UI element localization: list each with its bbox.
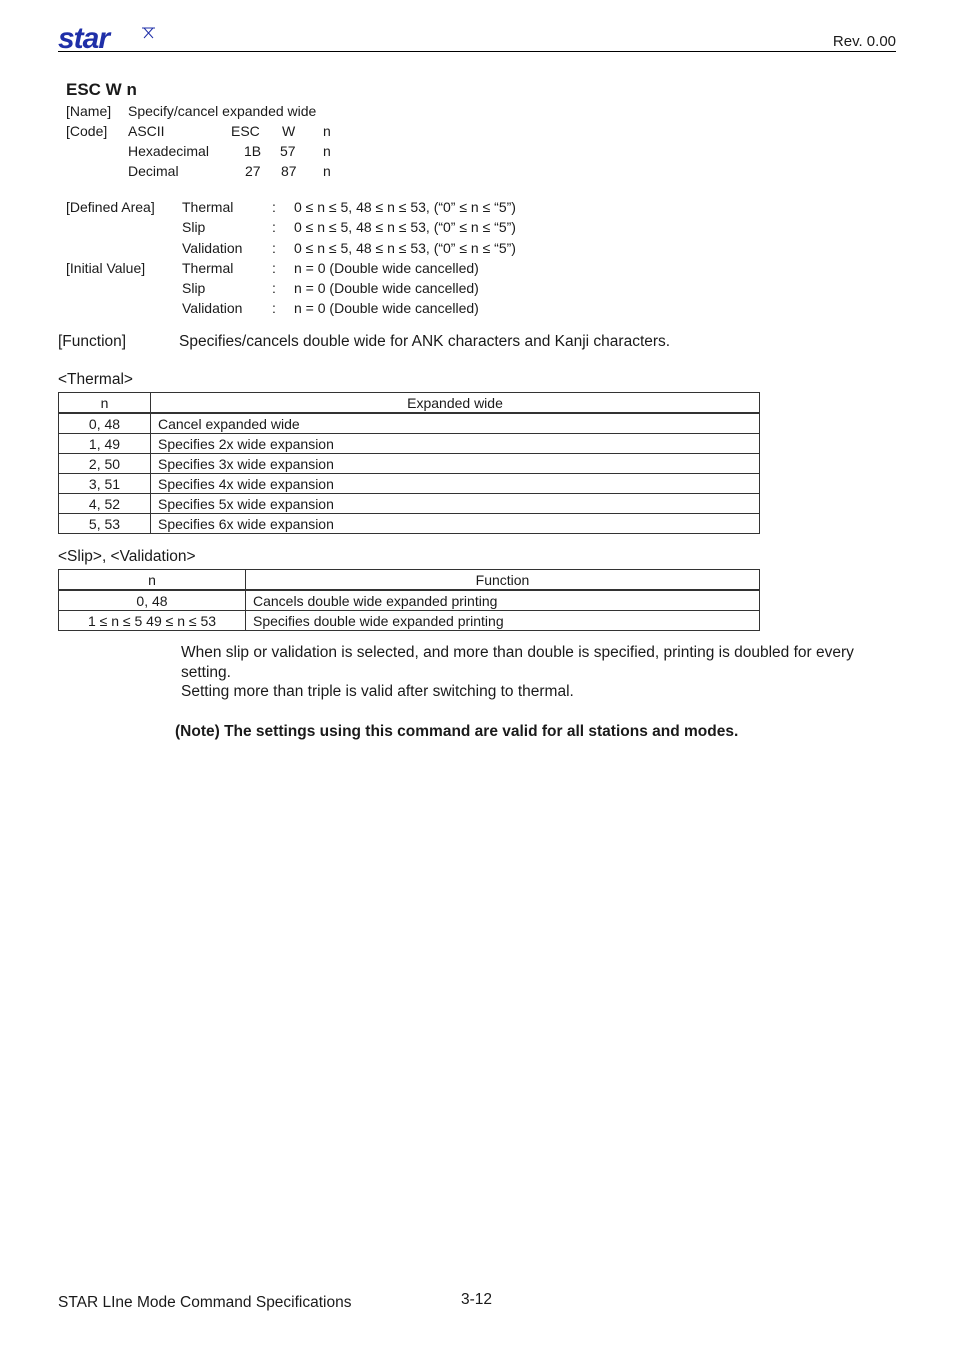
table-cell-n: 4, 52 (59, 494, 151, 514)
table-row (59, 434, 760, 454)
code-byte: ESC (231, 123, 260, 139)
station-name: Validation (182, 300, 243, 316)
table-row (59, 494, 760, 514)
column-header: Expanded wide (151, 393, 760, 414)
table-cell-desc: Specifies double wide expanded printing (246, 611, 760, 631)
star-logo (58, 24, 158, 52)
range-value: 0 ≤ n ≤ 5, 48 ≤ n ≤ 53, (“0” ≤ n ≤ “5”) (294, 240, 516, 256)
code-byte: n (323, 143, 331, 159)
station-name: Thermal (182, 199, 234, 215)
separator: : (272, 280, 276, 296)
initial-value-label: [Initial Value] (66, 260, 146, 276)
name-label: [Name] (66, 103, 112, 119)
code-byte: 1B (244, 143, 262, 159)
table-row (59, 474, 760, 494)
page-number: 3-12 (461, 1291, 493, 1308)
table-cell-desc: Specifies 3x wide expansion (151, 454, 760, 474)
table-header-row (59, 570, 760, 591)
code-label: [Code] (66, 123, 108, 139)
table-cell-desc: Specifies 2x wide expansion (151, 434, 760, 454)
slip-caption: <Slip>, <Validation> (58, 548, 196, 565)
table-cell-n: 0, 48 (59, 590, 246, 611)
code-byte: 57 (280, 143, 296, 159)
table-cell-desc: Cancel expanded wide (151, 413, 760, 434)
code-byte: 27 (245, 163, 261, 179)
notes-paragraph (181, 643, 881, 702)
separator: : (272, 260, 276, 276)
table-cell-n: 1 ≤ n ≤ 5 49 ≤ n ≤ 53 (59, 611, 246, 631)
column-header: n (59, 393, 151, 414)
defined-area-label: [Defined Area] (66, 199, 155, 215)
table-cell-desc: Specifies 6x wide expansion (151, 514, 760, 534)
initial-value: n = 0 (Double wide cancelled) (294, 280, 479, 296)
note-text: When slip or validation is selected, and more than double is specified, printing is doubled for every setting. (181, 644, 854, 681)
command-title: ESC W n (66, 80, 137, 99)
function-text: Specifies/cancels double wide for ANK characters and Kanji characters. (179, 333, 671, 350)
separator: : (272, 199, 276, 215)
footer-doc-title: STAR LIne Mode Command Specifications (58, 1294, 352, 1311)
code-byte: n (323, 163, 331, 179)
header-rule (58, 51, 896, 52)
code-byte: n (323, 123, 331, 139)
table-cell-desc: Specifies 5x wide expansion (151, 494, 760, 514)
table-cell-n: 5, 53 (59, 514, 151, 534)
table-cell-n: 3, 51 (59, 474, 151, 494)
table-cell-n: 1, 49 (59, 434, 151, 454)
table-row (59, 611, 760, 631)
note-text: Setting more than triple is valid after switching to thermal. (181, 683, 574, 700)
table-row (59, 590, 760, 611)
table-cell-desc: Specifies 4x wide expansion (151, 474, 760, 494)
table-row (59, 514, 760, 534)
code-byte: 87 (281, 163, 297, 179)
column-header: n (59, 570, 246, 591)
column-header: Function (246, 570, 760, 591)
code-format: ASCII (128, 123, 165, 139)
code-byte: W (282, 123, 296, 139)
separator: : (272, 240, 276, 256)
table-row (59, 454, 760, 474)
station-name: Validation (182, 240, 243, 256)
table-cell-n: 0, 48 (59, 413, 151, 434)
name-value: Specify/cancel expanded wide (128, 103, 317, 119)
separator: : (272, 219, 276, 235)
table-header-row (59, 393, 760, 414)
range-value: 0 ≤ n ≤ 5, 48 ≤ n ≤ 53, (“0” ≤ n ≤ “5”) (294, 199, 516, 215)
table-row (59, 413, 760, 434)
bold-note: (Note) The settings using this command are valid for all stations and modes. (175, 723, 739, 740)
station-name: Thermal (182, 260, 234, 276)
slip-validation-table (58, 569, 760, 631)
separator: : (272, 300, 276, 316)
logo-wordmark: star (58, 24, 110, 52)
code-format: Hexadecimal (128, 143, 209, 159)
thermal-caption: <Thermal> (58, 371, 133, 388)
station-name: Slip (182, 219, 206, 235)
initial-value: n = 0 (Double wide cancelled) (294, 300, 479, 316)
range-value: 0 ≤ n ≤ 5, 48 ≤ n ≤ 53, (“0” ≤ n ≤ “5”) (294, 219, 516, 235)
station-name: Slip (182, 280, 206, 296)
thermal-table (58, 392, 760, 534)
function-label: [Function] (58, 333, 127, 350)
table-cell-n: 2, 50 (59, 454, 151, 474)
code-format: Decimal (128, 163, 179, 179)
revision-label: Rev. 0.00 (832, 33, 896, 50)
initial-value: n = 0 (Double wide cancelled) (294, 260, 479, 276)
table-cell-desc: Cancels double wide expanded printing (246, 590, 760, 611)
